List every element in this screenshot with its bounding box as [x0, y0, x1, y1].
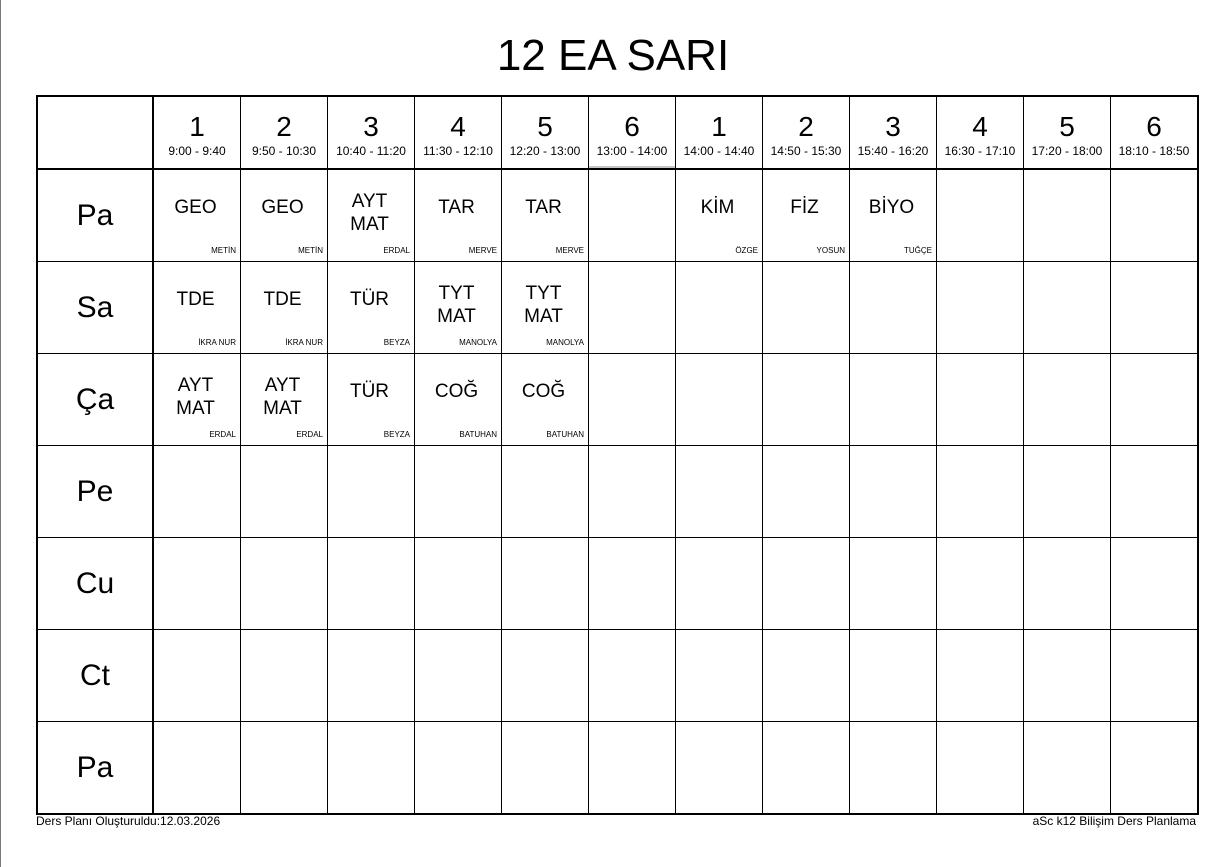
lesson-subject: TYT MAT [437, 283, 476, 327]
lesson-teacher: ERDAL [209, 430, 236, 439]
period-time: 9:50 - 10:30 [251, 143, 317, 158]
empty-lesson-cell [589, 262, 676, 354]
lesson-teacher: BATUHAN [546, 430, 584, 439]
period-time: 14:50 - 15:30 [770, 143, 842, 158]
empty-lesson-cell [502, 722, 589, 815]
empty-lesson-cell [1111, 446, 1199, 538]
period-time: 15:40 - 16:20 [857, 143, 929, 158]
empty-lesson-cell [676, 354, 763, 446]
day-name: Ça [75, 382, 115, 416]
day-label-cell [37, 538, 153, 630]
period-header [676, 96, 763, 169]
empty-lesson-cell [850, 354, 937, 446]
empty-lesson-cell [153, 446, 241, 538]
empty-lesson-cell [589, 446, 676, 538]
period-header [241, 96, 328, 169]
day-row [37, 538, 1198, 630]
lesson-teacher: METİN [298, 246, 323, 255]
empty-lesson-cell [415, 630, 502, 722]
period-header [937, 96, 1024, 169]
footer-software: aSc k12 Bilişim Ders Planlama [1032, 814, 1196, 828]
empty-lesson-cell [153, 722, 241, 815]
lesson-cell [415, 262, 502, 354]
period-header [763, 96, 850, 169]
empty-lesson-cell [415, 538, 502, 630]
lesson-cell [676, 169, 763, 262]
day-label-cell [37, 446, 153, 538]
period-time: 13:00 - 14:00 [596, 143, 668, 158]
lesson-subject: GEO [261, 197, 304, 218]
lesson-subject: COĞ [521, 381, 566, 402]
lesson-cell [328, 262, 415, 354]
empty-lesson-cell [153, 538, 241, 630]
empty-lesson-cell [763, 354, 850, 446]
lesson-cell [502, 354, 589, 446]
period-number: 4 [450, 110, 466, 142]
lesson-cell [502, 262, 589, 354]
empty-lesson-cell [1024, 538, 1111, 630]
day-name: Ct [80, 658, 110, 692]
lesson-teacher: BEYZA [383, 430, 410, 439]
lesson-teacher: ERDAL [383, 246, 410, 255]
lesson-teacher: TUĞÇE [904, 246, 932, 255]
empty-lesson-cell [937, 446, 1024, 538]
lesson-subject: TDE [263, 289, 302, 310]
period-number: 6 [1146, 110, 1162, 142]
period-number: 2 [276, 110, 292, 142]
period-number: 2 [798, 110, 814, 142]
empty-lesson-cell [850, 262, 937, 354]
lesson-teacher: BEYZA [383, 338, 410, 347]
lesson-subject: GEO [174, 197, 217, 218]
empty-lesson-cell [502, 538, 589, 630]
empty-lesson-cell [328, 446, 415, 538]
lesson-subject: TYT MAT [524, 283, 563, 327]
empty-lesson-cell [763, 446, 850, 538]
lesson-subject: TAR [525, 197, 562, 218]
empty-lesson-cell [589, 630, 676, 722]
period-time: 14:00 - 14:40 [683, 143, 755, 158]
period-time: 9:00 - 9:40 [168, 143, 226, 158]
empty-lesson-cell [937, 169, 1024, 262]
empty-lesson-cell [589, 538, 676, 630]
lesson-cell [241, 169, 328, 262]
lesson-cell [153, 262, 241, 354]
period-number: 3 [363, 110, 379, 142]
empty-lesson-cell [241, 446, 328, 538]
empty-lesson-cell [1111, 538, 1199, 630]
empty-lesson-cell [676, 446, 763, 538]
lesson-teacher: MERVE [468, 246, 497, 255]
lesson-cell [415, 169, 502, 262]
empty-lesson-cell [937, 262, 1024, 354]
period-header [328, 96, 415, 169]
page-title: 12 EA SARI [496, 31, 730, 80]
empty-lesson-cell [589, 722, 676, 815]
empty-lesson-cell [589, 169, 676, 262]
period-time: 12:20 - 13:00 [509, 143, 581, 158]
lesson-cell [241, 354, 328, 446]
lesson-subject: AYT MAT [176, 375, 215, 419]
empty-lesson-cell [415, 722, 502, 815]
empty-lesson-cell [850, 538, 937, 630]
timetable [36, 95, 1199, 815]
empty-lesson-cell [1111, 354, 1199, 446]
period-time: 11:30 - 12:10 [423, 143, 493, 158]
period-header [502, 96, 589, 169]
period-header [850, 96, 937, 169]
lesson-cell [328, 169, 415, 262]
empty-lesson-cell [1111, 169, 1199, 262]
empty-lesson-cell [328, 630, 415, 722]
period-number: 4 [972, 110, 988, 142]
lesson-cell [153, 169, 241, 262]
empty-lesson-cell [937, 722, 1024, 815]
empty-lesson-cell [676, 538, 763, 630]
lesson-teacher: İKRA NUR [198, 338, 236, 347]
empty-lesson-cell [763, 630, 850, 722]
empty-lesson-cell [1111, 722, 1199, 815]
day-row [37, 262, 1198, 354]
day-label-cell [37, 630, 153, 722]
day-row [37, 169, 1198, 262]
period-header-row [37, 96, 1198, 169]
empty-lesson-cell [502, 446, 589, 538]
lesson-subject: TDE [176, 289, 215, 310]
day-label-cell [37, 722, 153, 815]
lesson-teacher: ÖZGE [735, 246, 758, 255]
empty-lesson-cell [850, 722, 937, 815]
period-time: 17:20 - 18:00 [1031, 143, 1103, 158]
lesson-subject: AYT MAT [350, 191, 389, 235]
period-number: 5 [537, 110, 553, 142]
empty-lesson-cell [589, 354, 676, 446]
day-row [37, 630, 1198, 722]
empty-lesson-cell [328, 538, 415, 630]
empty-lesson-cell [937, 354, 1024, 446]
day-name: Pe [76, 474, 114, 508]
lesson-subject: TÜR [349, 381, 390, 402]
empty-lesson-cell [1024, 169, 1111, 262]
empty-lesson-cell [1024, 722, 1111, 815]
lesson-teacher: MERVE [555, 246, 584, 255]
empty-lesson-cell [763, 538, 850, 630]
lesson-subject: COĞ [434, 381, 479, 402]
period-number: 5 [1059, 110, 1075, 142]
lesson-subject: BİYO [868, 197, 915, 218]
empty-lesson-cell [328, 722, 415, 815]
day-label-cell [37, 262, 153, 354]
lesson-subject: TAR [438, 197, 475, 218]
period-header [589, 96, 676, 169]
empty-lesson-cell [676, 630, 763, 722]
period-header [415, 96, 502, 169]
lesson-cell [850, 169, 937, 262]
empty-lesson-cell [850, 630, 937, 722]
lesson-teacher: MANOLYA [459, 338, 497, 347]
period-number: 6 [624, 110, 640, 142]
lesson-teacher: ERDAL [296, 430, 323, 439]
period-number: 3 [885, 110, 901, 142]
empty-lesson-cell [1024, 446, 1111, 538]
period-number: 1 [189, 110, 205, 142]
empty-lesson-cell [1024, 630, 1111, 722]
empty-lesson-cell [1024, 354, 1111, 446]
lesson-teacher: METİN [211, 246, 236, 255]
period-header [153, 96, 241, 169]
lesson-subject: FİZ [790, 197, 819, 218]
lesson-cell [763, 169, 850, 262]
lesson-cell [153, 354, 241, 446]
empty-lesson-cell [241, 722, 328, 815]
empty-lesson-cell [153, 630, 241, 722]
empty-lesson-cell [502, 630, 589, 722]
lesson-teacher: BATUHAN [459, 430, 497, 439]
empty-lesson-cell [415, 446, 502, 538]
footer-created-date: Ders Planı Oluşturuldu:12.03.2026 [36, 814, 221, 828]
empty-lesson-cell [1111, 630, 1199, 722]
period-time: 16:30 - 17:10 [944, 143, 1016, 158]
empty-lesson-cell [241, 630, 328, 722]
header-corner-cell [37, 96, 153, 169]
period-number: 1 [711, 110, 727, 142]
empty-lesson-cell [850, 446, 937, 538]
day-label-cell [37, 354, 153, 446]
day-name: Sa [76, 290, 114, 324]
day-name: Pa [76, 750, 114, 784]
empty-lesson-cell [676, 262, 763, 354]
day-name: Cu [75, 566, 115, 600]
empty-lesson-cell [1111, 262, 1199, 354]
lesson-subject: AYT MAT [263, 375, 302, 419]
empty-lesson-cell [763, 722, 850, 815]
empty-lesson-cell [241, 538, 328, 630]
period-time: 18:10 - 18:50 [1118, 143, 1190, 158]
lesson-cell [241, 262, 328, 354]
empty-lesson-cell [937, 630, 1024, 722]
page-edge-line [0, 0, 1, 867]
day-label-cell [37, 169, 153, 262]
lesson-subject: TÜR [349, 289, 390, 310]
lesson-teacher: MANOLYA [546, 338, 584, 347]
lesson-cell [502, 169, 589, 262]
lesson-cell [415, 354, 502, 446]
empty-lesson-cell [676, 722, 763, 815]
lesson-subject: KİM [700, 197, 735, 218]
empty-lesson-cell [937, 538, 1024, 630]
day-row [37, 722, 1198, 815]
period-header [1024, 96, 1111, 169]
lesson-teacher: YOSUN [816, 246, 845, 255]
empty-lesson-cell [763, 262, 850, 354]
period-time: 10:40 - 11:20 [336, 143, 406, 158]
day-name: Pa [76, 198, 114, 232]
empty-lesson-cell [1024, 262, 1111, 354]
period-header [1111, 96, 1199, 169]
lesson-teacher: İKRA NUR [285, 338, 323, 347]
day-row [37, 446, 1198, 538]
day-row [37, 354, 1198, 446]
lesson-cell [328, 354, 415, 446]
